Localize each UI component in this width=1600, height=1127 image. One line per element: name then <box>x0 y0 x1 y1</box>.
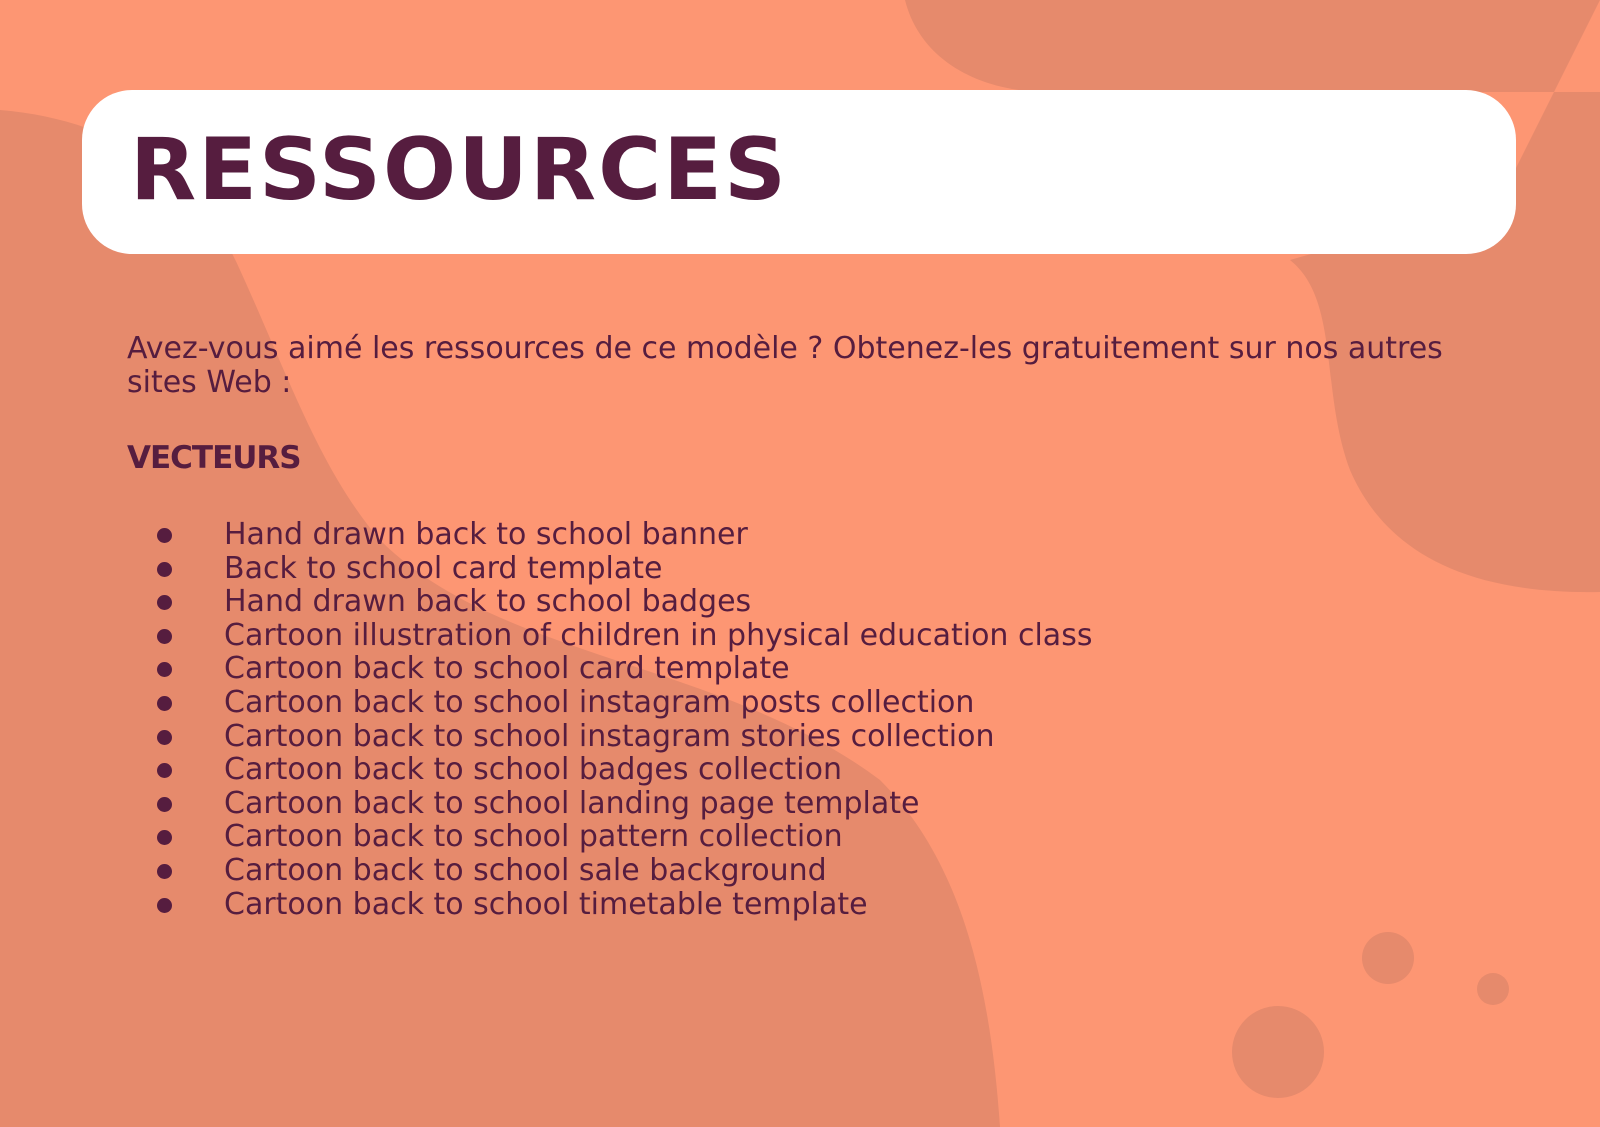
list-item-text: Cartoon back to school instagram stories collection <box>224 718 995 754</box>
list-item-text: Cartoon back to school pattern collection <box>224 819 843 855</box>
list-item-text: Cartoon back to school landing page template <box>224 785 920 821</box>
list-item-text: Cartoon back to school sale background <box>224 852 827 888</box>
decorative-dot-small <box>1477 973 1509 1005</box>
decorative-dot-medium <box>1362 932 1414 984</box>
decorative-dot-large <box>1232 1006 1324 1098</box>
bullet-icon <box>157 528 172 543</box>
list-item-text: Cartoon back to school instagram posts collection <box>224 684 975 720</box>
bullet-icon <box>157 864 172 879</box>
list-item-text: Back to school card template <box>224 550 663 586</box>
page-title: RESSOURCES <box>130 120 788 220</box>
list-item-text: Cartoon back to school timetable template <box>224 886 868 922</box>
list-item-text: Hand drawn back to school banner <box>224 517 748 552</box>
bullet-icon <box>157 730 172 745</box>
bullet-icon <box>157 898 172 913</box>
intro-text: Avez-vous aimé les ressources de ce modèle ? Obtenez-les gratuitement sur nos autres sites Web : <box>127 331 1443 400</box>
list-item-text: Hand drawn back to school badges <box>224 584 752 620</box>
list-item-text: Cartoon back to school card template <box>224 651 790 687</box>
list-item-text: Cartoon back to school badges collection <box>224 752 842 788</box>
vectors-heading: VECTEURS <box>127 440 301 476</box>
title-banner <box>82 90 1516 254</box>
bullet-icon <box>157 797 172 812</box>
bullet-icon <box>157 696 172 711</box>
bullet-icon <box>157 562 172 577</box>
list-item-text: Cartoon illustration of children in physical education class <box>224 617 1093 653</box>
bullet-icon <box>157 629 172 644</box>
